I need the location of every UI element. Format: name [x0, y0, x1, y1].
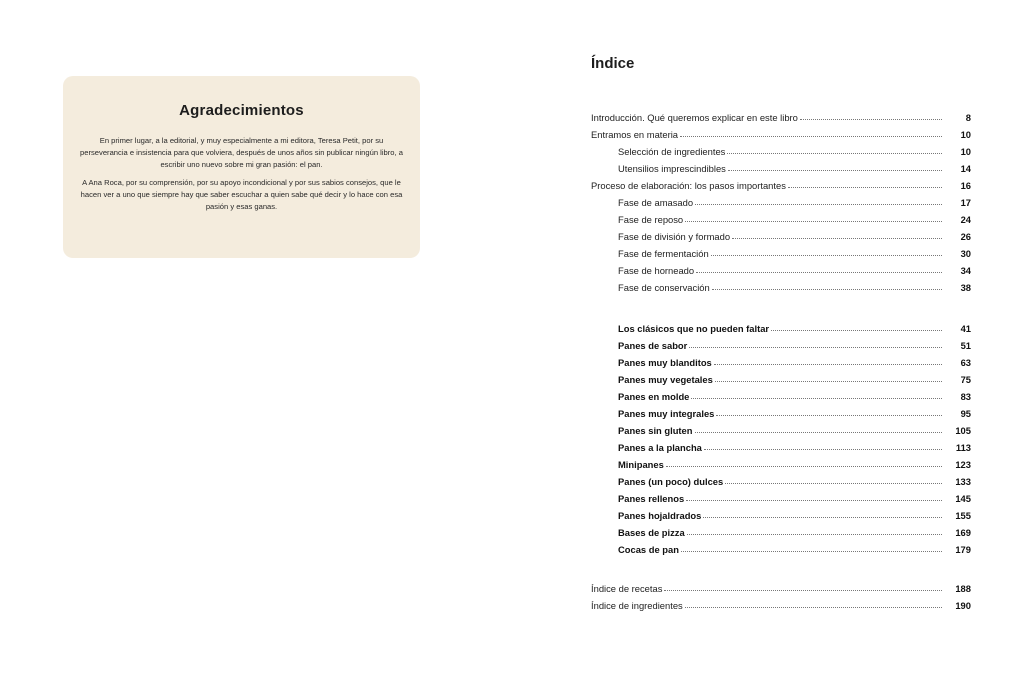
toc-entry-page: 123: [955, 459, 971, 470]
toc-entry-page: 17: [960, 197, 971, 208]
toc-entry-page: 133: [955, 476, 971, 487]
dot-leader: [788, 187, 942, 188]
acknowledgements-paragraph: A Ana Roca, por su comprensión, por su apoyo incondicional y por sus sabios consejos, que le hacen ver a uno que siempre hay que saber escuchar a quien sabe qué decir y lo hace con esa pasión y esas ganas.: [80, 178, 403, 211]
acknowledgements-title: Agradecimientos: [179, 102, 304, 119]
toc-section-indexes: [591, 577, 971, 611]
toc-entry[interactable]: [591, 317, 971, 334]
toc-entry[interactable]: [591, 123, 971, 140]
toc-entry-label: Fase de división y formado: [618, 231, 731, 242]
acknowledgements-paragraph: En primer lugar, a la editorial, y muy especialmente a mi editora, Teresa Petit, por su perseverancia e insistencia para que volviera, después de unos años sin publicar ningún libro, a escribir uno nuevo sobre mi gran pasión: el pan.: [80, 136, 403, 169]
toc-entry-label: Fase de reposo: [618, 214, 684, 225]
toc-entry-page: 30: [960, 248, 971, 259]
dot-leader: [714, 364, 942, 365]
toc-entry-label: Panes (un poco) dulces: [618, 476, 724, 487]
dot-leader: [732, 238, 942, 239]
dot-leader: [666, 466, 942, 467]
toc-entry[interactable]: [591, 521, 971, 538]
toc-entry-page: 105: [955, 425, 971, 436]
toc-entry-page: 190: [955, 600, 971, 611]
toc-entry[interactable]: [591, 402, 971, 419]
toc-entry-label: Bases de pizza: [618, 527, 685, 538]
toc-entry-label: Panes hojaldrados: [618, 510, 702, 521]
toc-entry-page: 83: [960, 391, 971, 402]
toc-entry[interactable]: [591, 242, 971, 259]
toc-entry-label: Cocas de pan: [618, 544, 679, 555]
toc-entry[interactable]: [591, 594, 971, 611]
dot-leader: [687, 534, 942, 535]
toc-entry-page: 10: [960, 129, 971, 140]
dot-leader: [800, 119, 942, 120]
dot-leader: [695, 432, 943, 433]
toc-entry-page: 10: [960, 146, 971, 157]
dot-leader: [712, 289, 942, 290]
toc-entry[interactable]: [591, 385, 971, 402]
toc-entry[interactable]: [591, 368, 971, 385]
toc-entry[interactable]: [591, 487, 971, 504]
dot-leader: [691, 398, 942, 399]
toc-entry-page: 155: [955, 510, 971, 521]
toc-entry[interactable]: [591, 259, 971, 276]
toc-entry[interactable]: [591, 334, 971, 351]
toc-entry-page: 179: [955, 544, 971, 555]
toc-entry-label: Los clásicos que no pueden faltar: [618, 323, 770, 334]
dot-leader: [681, 551, 942, 552]
dot-leader: [704, 449, 942, 450]
toc-section-recipes: [591, 317, 971, 555]
toc-entry[interactable]: [591, 577, 971, 594]
toc-entry[interactable]: [591, 174, 971, 191]
toc-entry-label: Panes muy integrales: [618, 408, 715, 419]
toc-entry[interactable]: [591, 470, 971, 487]
dot-leader: [689, 347, 942, 348]
dot-leader: [686, 500, 942, 501]
toc-entry-page: 169: [955, 527, 971, 538]
toc-entry-label: Fase de conservación: [618, 282, 710, 293]
toc-entry-label: Introducción. Qué queremos explicar en este libro: [591, 112, 798, 123]
dot-leader: [716, 415, 942, 416]
dot-leader: [725, 483, 942, 484]
toc-entry-label: Minipanes: [618, 459, 664, 470]
toc-entry-label: Índice de recetas: [591, 583, 663, 594]
dot-leader: [727, 153, 942, 154]
index-title: Índice: [591, 55, 635, 72]
toc-entry-page: 75: [960, 374, 971, 385]
toc-entry-page: 63: [960, 357, 971, 368]
toc-entry-page: 16: [960, 180, 971, 191]
toc-entry-label: Fase de amasado: [618, 197, 694, 208]
toc-entry-page: 38: [960, 282, 971, 293]
toc-entry-page: 145: [955, 493, 971, 504]
toc-entry-label: Utensilios imprescindibles: [618, 163, 726, 174]
toc-entry[interactable]: [591, 191, 971, 208]
toc-entry-page: 26: [960, 231, 971, 242]
toc-entry-label: Selección de ingredientes: [618, 146, 726, 157]
toc-entry-page: 95: [960, 408, 971, 419]
dot-leader: [711, 255, 942, 256]
dot-leader: [771, 330, 942, 331]
toc-entry[interactable]: [591, 351, 971, 368]
toc-entry-label: Panes sin gluten: [618, 425, 693, 436]
toc-entry[interactable]: [591, 106, 971, 123]
toc-entry-label: Panes de sabor: [618, 340, 688, 351]
toc-entry-label: Panes muy blanditos: [618, 357, 712, 368]
toc-entry-label: Panes muy vegetales: [618, 374, 713, 385]
toc-entry-page: 51: [960, 340, 971, 351]
toc-entry-label: Índice de ingredientes: [591, 600, 683, 611]
dot-leader: [695, 204, 942, 205]
acknowledgements-box: [63, 76, 420, 258]
toc-entry[interactable]: [591, 436, 971, 453]
toc-entry-page: 188: [955, 583, 971, 594]
toc-entry-label: Fase de fermentación: [618, 248, 709, 259]
dot-leader: [664, 590, 942, 591]
toc-entry[interactable]: [591, 225, 971, 242]
toc-entry[interactable]: [591, 157, 971, 174]
dot-leader: [715, 381, 942, 382]
dot-leader: [696, 272, 942, 273]
toc-entry[interactable]: [591, 453, 971, 470]
toc-entry-label: Panes rellenos: [618, 493, 685, 504]
toc-entry-label: Panes en molde: [618, 391, 690, 402]
toc-entry[interactable]: [591, 140, 971, 157]
dot-leader: [685, 221, 942, 222]
toc-entry[interactable]: [591, 504, 971, 521]
toc-section-general: [591, 106, 971, 293]
toc-entry[interactable]: [591, 208, 971, 225]
toc-entry-page: 113: [955, 442, 971, 453]
toc-entry-label: Proceso de elaboración: los pasos importantes: [591, 180, 786, 191]
dot-leader: [728, 170, 942, 171]
toc-entry-page: 14: [960, 163, 971, 174]
toc-entry[interactable]: [591, 419, 971, 436]
toc-entry-label: Panes a la plancha: [618, 442, 702, 453]
toc-entry-label: Fase de horneado: [618, 265, 695, 276]
toc-entry[interactable]: [591, 538, 971, 555]
toc-entry-label: Entramos en materia: [591, 129, 679, 140]
toc-entry-page: 34: [960, 265, 971, 276]
toc-entry-page: 24: [960, 214, 971, 225]
toc-entry-page: 8: [965, 112, 971, 123]
toc-entry-page: 41: [960, 323, 971, 334]
dot-leader: [703, 517, 942, 518]
dot-leader: [680, 136, 942, 137]
dot-leader: [685, 607, 942, 608]
toc-entry[interactable]: [591, 276, 971, 293]
